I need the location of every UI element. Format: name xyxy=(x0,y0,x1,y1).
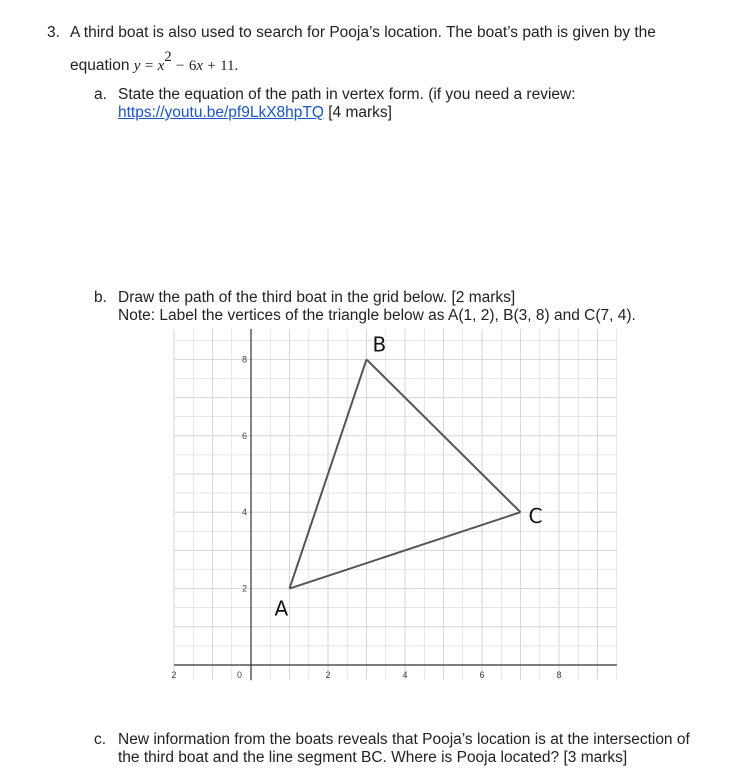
vertex-label-c: C xyxy=(528,504,543,529)
x-tick-label: 6 xyxy=(479,670,485,680)
axes xyxy=(174,329,617,680)
part-c-letter: c. xyxy=(94,731,107,748)
y-tick-label: 8 xyxy=(241,354,247,365)
y-tick-label: 0 xyxy=(236,670,242,680)
question-text-line1: A third boat is also used to search for Pooja’s location. The boat’s path is given by the xyxy=(70,24,656,41)
part-b-line1: Draw the path of the third boat in the grid below. [2 marks] xyxy=(118,289,516,306)
equation-prefix: equation xyxy=(70,57,130,74)
part-a-line1: State the equation of the path in vertex form. (if you need a review: xyxy=(118,86,576,103)
part-b-letter: b. xyxy=(94,289,107,306)
equation: $y = x^2 - 6x + 11$. xyxy=(133,49,239,74)
part-a-letter: a. xyxy=(94,86,107,103)
grid-lines xyxy=(174,329,617,680)
question-number: 3. xyxy=(47,24,60,41)
vertex-labels xyxy=(275,332,543,620)
y-tick-label: 4 xyxy=(241,507,247,518)
vertex-label-a: A xyxy=(274,596,289,621)
x-tick-label: 2 xyxy=(171,670,177,680)
x-tick-label: 2 xyxy=(325,670,331,680)
x-tick-label: 8 xyxy=(556,670,562,680)
y-tick-label: 2 xyxy=(241,583,247,594)
part-b-line2: Note: Label the vertices of the triangle below as A(1, 2), B(3, 8) and C(7, 4). xyxy=(118,307,636,324)
review-video-link[interactable]: https://youtu.be/pf9LkX8hpTQ xyxy=(118,104,324,121)
part-c-line2: the third boat and the line segment BC. Where is Pooja located? [3 marks] xyxy=(118,749,628,766)
part-c-line1: New information from the boats reveals that Pooja’s location is at the intersection of xyxy=(118,731,690,748)
y-tick-label: 6 xyxy=(241,430,247,441)
part-a-marks: [4 marks] xyxy=(323,104,392,121)
vertex-label-b: B xyxy=(372,332,387,357)
x-tick-label: 4 xyxy=(402,670,408,680)
